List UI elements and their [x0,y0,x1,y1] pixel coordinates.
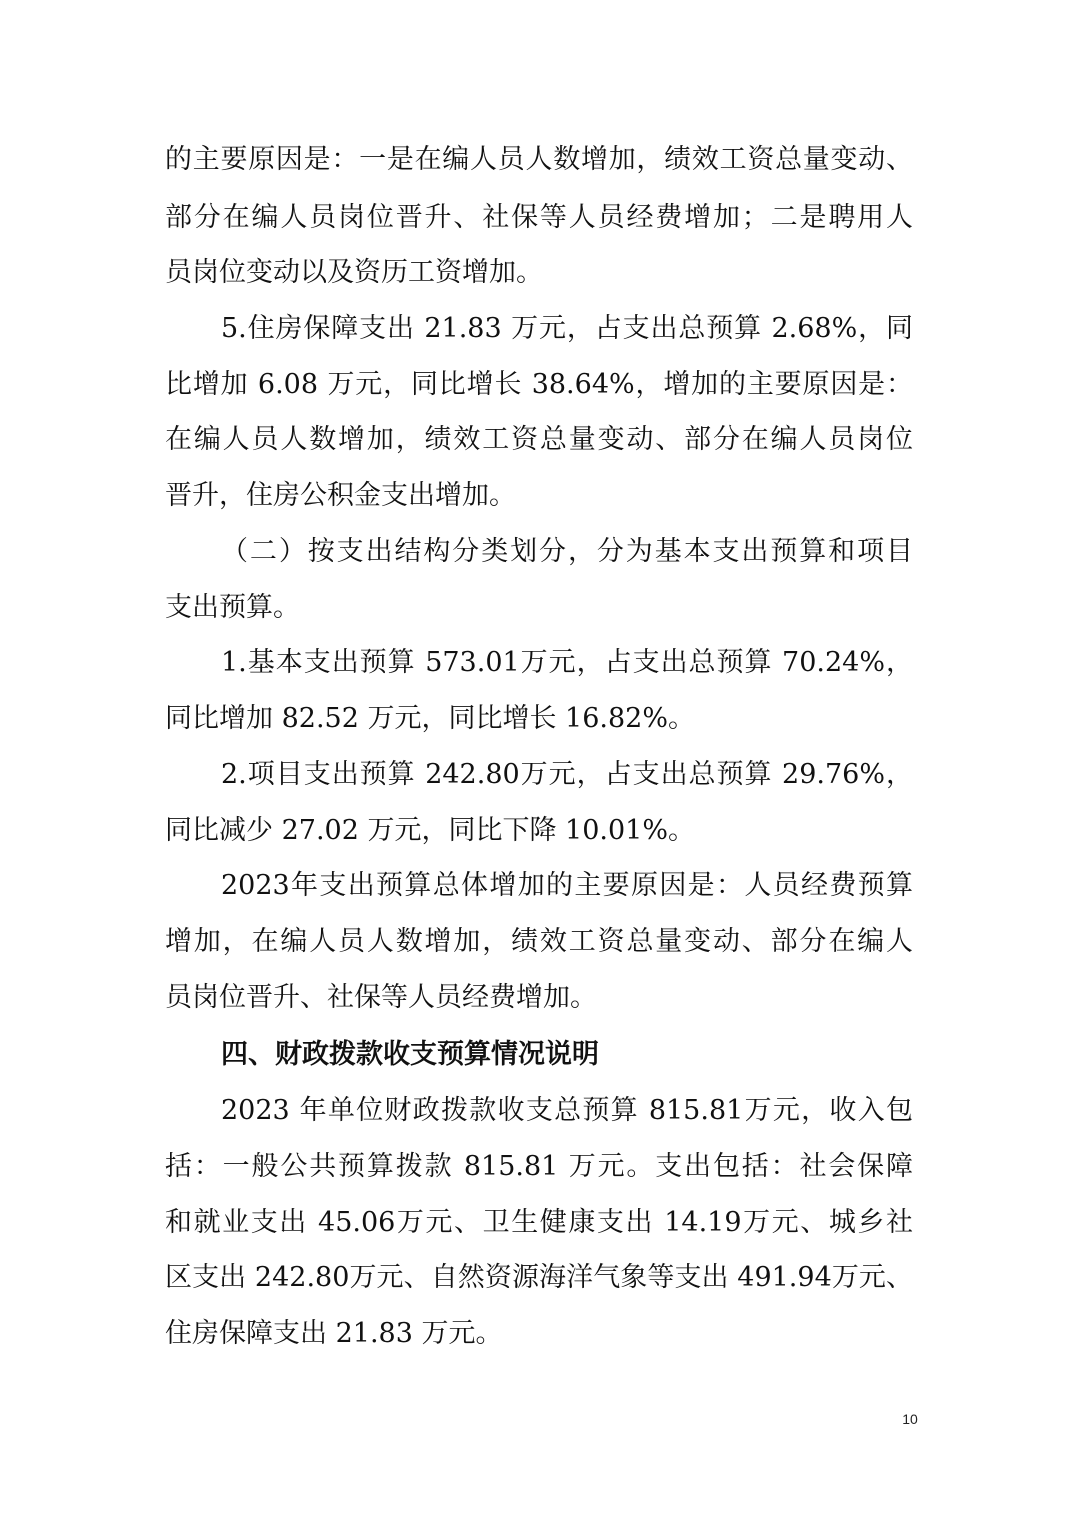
text-line-15: 增加，在编人员人数增加，绩效工资总量变动、部分在编人 [165,926,913,957]
text-line-6: 在编人员人数增加，绩效工资总量变动、部分在编人员岗位 [165,424,913,455]
text-line-8: （二）按支出结构分类划分，分为基本支出预算和项目 [221,536,913,567]
text-line-20: 区支出 242.80万元、自然资源海洋气象等支出 491.94万元、 [165,1262,913,1293]
page-number: 10 [902,1411,918,1427]
text-line-5: 比增加 6.08 万元，同比增长 38.64%，增加的主要原因是： [165,369,913,400]
text-line-4: 5.住房保障支出 21.83 万元，占支出总预算 2.68%，同 [221,313,913,344]
text-line-10: 1.基本支出预算 573.01万元，占支出总预算 70.24%， [221,647,913,678]
text-line-14: 2023年支出预算总体增加的主要原因是：人员经费预算 [221,870,913,901]
text-line-2: 部分在编人员岗位晋升、社保等人员经费增加；二是聘用人 [165,202,913,233]
text-line-19: 和就业支出 45.06万元、卫生健康支出 14.19万元、城乡社 [165,1207,913,1238]
text-line-21: 住房保障支出 21.83 万元。 [165,1318,503,1349]
text-line-3: 员岗位变动以及资历工资增加。 [165,257,543,288]
text-line-17: 2023 年单位财政拨款收支总预算 815.81万元，收入包 [221,1095,913,1126]
text-line-13: 同比减少 27.02 万元，同比下降 10.01%。 [165,815,695,846]
text-line-9: 支出预算。 [165,592,300,623]
text-line-18: 括：一般公共预算拨款 815.81 万元。支出包括：社会保障 [165,1151,913,1182]
text-line-7: 晋升，住房公积金支出增加。 [165,480,516,511]
section-heading: 四、财政拨款收支预算情况说明 [221,1039,599,1070]
text-line-11: 同比增加 82.52 万元，同比增长 16.82%。 [165,703,695,734]
text-line-12: 2.项目支出预算 242.80万元，占支出总预算 29.76%， [221,759,913,790]
text-line-1: 的主要原因是：一是在编人员人数增加，绩效工资总量变动、 [165,144,913,175]
text-line-16: 员岗位晋升、社保等人员经费增加。 [165,982,597,1013]
